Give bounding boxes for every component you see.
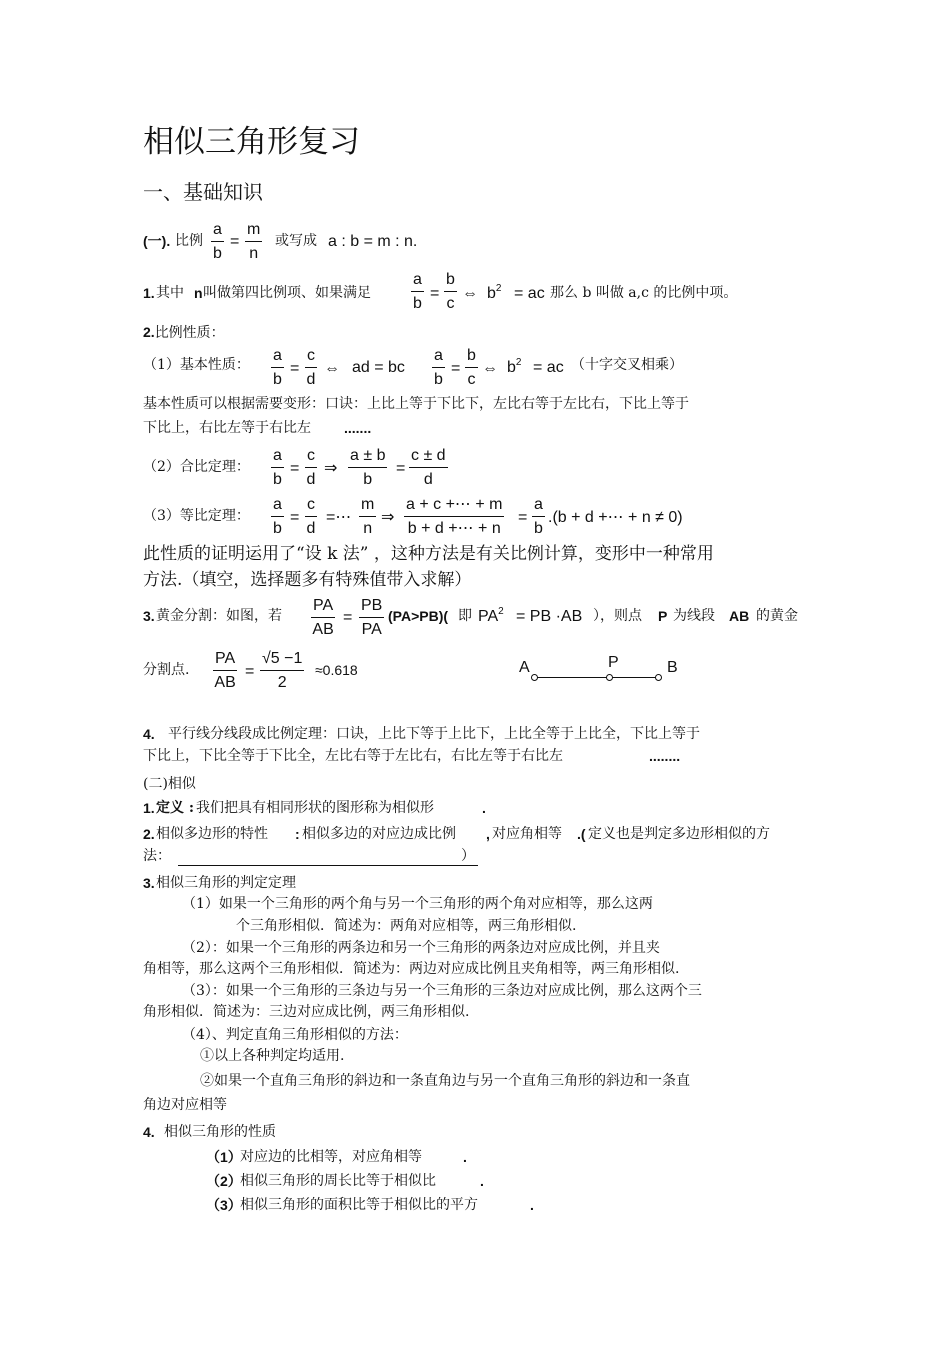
equals-sign: = — [290, 509, 300, 526]
ellipsis-equals: =⋯ — [326, 509, 352, 526]
pa-squared: $PA^2$ — [478, 606, 504, 625]
item-number: 1. — [143, 800, 155, 816]
polygon-text: 定义也是判定多边形相似的方 — [588, 826, 770, 842]
fill-in-blank[interactable] — [178, 865, 478, 866]
item-number: 3. — [143, 608, 155, 624]
close-paren: ） — [461, 848, 475, 864]
item-text: 其中 — [156, 285, 184, 301]
fraction-a-pm-b: $\frac{a \pm b}{b}$ — [350, 447, 386, 488]
equals-sign: = — [245, 663, 255, 680]
point-p: P — [658, 608, 668, 624]
pb-times-ab: = PB ·AB — [516, 608, 583, 625]
equals-sign: = — [451, 360, 461, 377]
item-number: 3. — [143, 875, 155, 891]
fraction-b-c: $\frac{b}{c}$ — [446, 271, 455, 312]
polygon-label: 相似多边形的特性 — [156, 826, 268, 842]
label-a: A — [519, 659, 530, 676]
golden-text: ），则点 — [593, 608, 642, 624]
equals-sign: = — [518, 509, 528, 526]
section-heading-similarity: (二)相似 — [143, 776, 196, 792]
comma: , — [486, 826, 490, 842]
section-heading-basics: 一、基础知识 — [143, 180, 263, 204]
fraction-a-b: $\frac{a}{b}$ — [273, 496, 282, 537]
equals-sign: = — [290, 360, 300, 377]
judgement-4a: ①以上各种判定均适用. — [200, 1048, 345, 1064]
basic-label: （1）基本性质： — [143, 357, 250, 373]
fraction-a-b: $\frac{a}{b}$ — [273, 347, 282, 388]
iff-symbol: ⇔ — [462, 285, 478, 302]
property-number: （1） — [206, 1149, 242, 1165]
definition-label: 定义 : — [156, 800, 195, 816]
point-a-dot — [531, 674, 538, 681]
namely-text: 即 — [458, 608, 472, 624]
property-1: 对应边的比相等，对应角相等 — [240, 1149, 422, 1165]
fraction-a-b: $\frac{a}{b}$ — [413, 271, 422, 312]
polygon-text: 对应角相等 — [492, 826, 562, 842]
fraction-pb-pa: $\frac{PB}{PA}$ — [361, 597, 383, 638]
judgement-3-summary: 角形相似．简述为：三边对应成比例，两三角形相似. — [143, 1004, 470, 1020]
fraction-b-c: $\frac{b}{c}$ — [467, 347, 476, 388]
label-b: B — [667, 659, 678, 676]
fraction-c-d: $\frac{c}{d}$ — [306, 347, 316, 388]
fraction-sum: $\frac{a + c +\cdots + m}{b + d +\cdots + n}$ — [406, 496, 503, 537]
proof-note-line2: 方法.（填空，选择题多有特殊值带入求解） — [143, 570, 472, 590]
period: . — [480, 1173, 484, 1189]
judgement-1-summary: 个三角形相似．简述为：两角对应相等，两三角形相似. — [236, 918, 577, 934]
polygon-text: 相似多边的对应边成比例 — [302, 826, 456, 842]
b-squared: $b^2$ — [507, 357, 522, 376]
proof-note-line1: 此性质的证明运用了“设 k 法” ，这种方法是有关比例计算，变形中一种常用 — [143, 544, 714, 564]
implies-symbol: ⇒ — [381, 509, 395, 526]
iff-symbol: ⇔ — [482, 360, 498, 377]
item-text: 平行线分线段成比例定理：口诀，上比下等于上比下，上比全等于上比全，下比上等于 — [168, 726, 700, 742]
period: . — [530, 1197, 534, 1213]
b-squared: $b^2$ — [487, 283, 502, 302]
equals-ac: = ac — [533, 359, 564, 376]
golden-label: 黄金分割：如图，若 — [156, 608, 282, 624]
fraction-a-b: $\frac{a}{b}$ — [434, 347, 443, 388]
fraction-c-d: $\frac{c}{d}$ — [306, 447, 316, 488]
proportion-head: (一). — [143, 233, 171, 249]
ellipsis: ........ — [649, 748, 681, 764]
properties-title: 相似三角形的性质 — [164, 1124, 276, 1140]
ad-equals-bc: ad = bc — [352, 359, 405, 376]
implies-symbol: ⇒ — [324, 460, 338, 477]
combine-label: （2）合比定理： — [143, 459, 250, 475]
judgement-1: （1）如果一个三角形的两个角与另一个三角形的两个角对应相等，那么这两 — [182, 896, 653, 912]
period: . — [463, 1149, 467, 1165]
fraction-golden-ratio: $\frac{√5 -1}{2}$ — [262, 650, 303, 691]
ellipsis: ....... — [344, 420, 372, 436]
point-b-dot — [655, 674, 662, 681]
fraction-a-b: $\frac{a}{b}$ — [213, 221, 222, 262]
property-2: 相似三角形的周长比等于相似比 — [240, 1173, 436, 1189]
item-2: 2.比例性质： — [143, 324, 225, 341]
item-text: 那么 b 叫做 a,c 的比例中项。 — [550, 285, 738, 301]
fraction-pa-ab: $\frac{PA}{AB}$ — [312, 597, 334, 638]
or-written-as: 或写成 — [275, 233, 317, 249]
item-number: 1. — [143, 285, 155, 301]
item-text: 下比上，下比全等于下比全，左比右等于左比右，右比左等于右比左 — [143, 748, 563, 764]
basic-note-line2: 下比上，右比左等于右比左 — [143, 420, 311, 436]
property-3: 相似三角形的面积比等于相似比的平方 — [240, 1197, 478, 1213]
pa-gt-pb: (PA>PB)( — [388, 608, 449, 624]
fraction-a-b: $\frac{a}{b}$ — [273, 447, 282, 488]
fraction-a-b: $\frac{a}{b}$ — [534, 496, 543, 537]
item-number: 4. — [143, 726, 155, 742]
fraction-m-n: $\frac{m}{n}$ — [361, 496, 375, 537]
equals-sign: = — [430, 285, 440, 302]
property-number: （3） — [206, 1197, 242, 1213]
property-number: （2） — [206, 1173, 242, 1189]
proportion-label: 比例 — [175, 233, 203, 249]
golden-text: 为线段 — [673, 608, 715, 624]
item-number: 4. — [143, 1124, 155, 1140]
equals-sign: = — [396, 460, 406, 477]
equals-ac: = ac — [514, 285, 545, 302]
judgement-4: （4）、判定直角三角形相似的方法： — [182, 1027, 408, 1043]
label-p: P — [608, 654, 619, 671]
judgement-2-summary: 角相等，那么这两个三角形相似．简述为：两边对应成比例且夹角相等，两三角形相似. — [143, 961, 680, 977]
judgement-4b: ②如果一个直角三角形的斜边和一条直角边与另一个直角三角形的斜边和一条直 — [200, 1073, 690, 1089]
iff-symbol: ⇔ — [324, 360, 340, 377]
approx-value: ≈0.618 — [315, 662, 358, 678]
judgement-4b-cont: 角边对应相等 — [143, 1097, 227, 1113]
colon: : — [295, 826, 300, 842]
fraction-c-pm-d: $\frac{c \pm d}{d}$ — [411, 447, 446, 488]
segment-ab: AB — [729, 608, 750, 624]
fraction-c-d: $\frac{c}{d}$ — [306, 496, 316, 537]
fraction-m-n: $\frac{m}{n}$ — [247, 221, 261, 262]
page-title: 相似三角形复习 — [143, 124, 360, 160]
judgement-3: （3）：如果一个三角形的三条边与另一个三角形的三条边对应成比例，那么这两个三 — [182, 983, 702, 999]
definition-text: 我们把具有相同形状的图形称为相似形 — [196, 800, 434, 816]
fraction-pa-ab: $\frac{PA}{AB}$ — [214, 650, 236, 691]
equals-sign: = — [343, 609, 353, 626]
cross-multiply-note: （十字交叉相乘） — [571, 357, 683, 373]
nonzero-condition: .(b + d +⋯ + n ≠ 0) — [548, 509, 683, 526]
segment-line — [535, 677, 659, 678]
period: . — [482, 800, 486, 816]
point-p-dot — [606, 674, 613, 681]
judgement-2: （2）：如果一个三角形的两条边和另一个三角形的两条边对应成比例，并且夹 — [182, 940, 660, 956]
golden-text: 的黄金 — [756, 608, 798, 624]
var-n: n — [194, 285, 203, 301]
punctuation: .( — [577, 826, 586, 842]
basic-note-line1: 基本性质可以根据需要变形：口诀：上比上等于下比下，左比右等于左比右，下比上等于 — [143, 396, 689, 412]
equals-sign: = — [290, 460, 300, 477]
polygon-text: 法： — [143, 848, 171, 864]
item-text: 叫做第四比例项、如果满足 — [203, 285, 371, 301]
item-number: 2. — [143, 826, 155, 842]
equals-sign: = — [230, 233, 240, 250]
equal-label: （3）等比定理： — [143, 508, 250, 524]
judgement-title: 相似三角形的判定定理 — [156, 875, 296, 891]
golden-point-text: 分割点. — [143, 662, 190, 678]
ratio-expression: a : b = m : n. — [328, 233, 418, 250]
